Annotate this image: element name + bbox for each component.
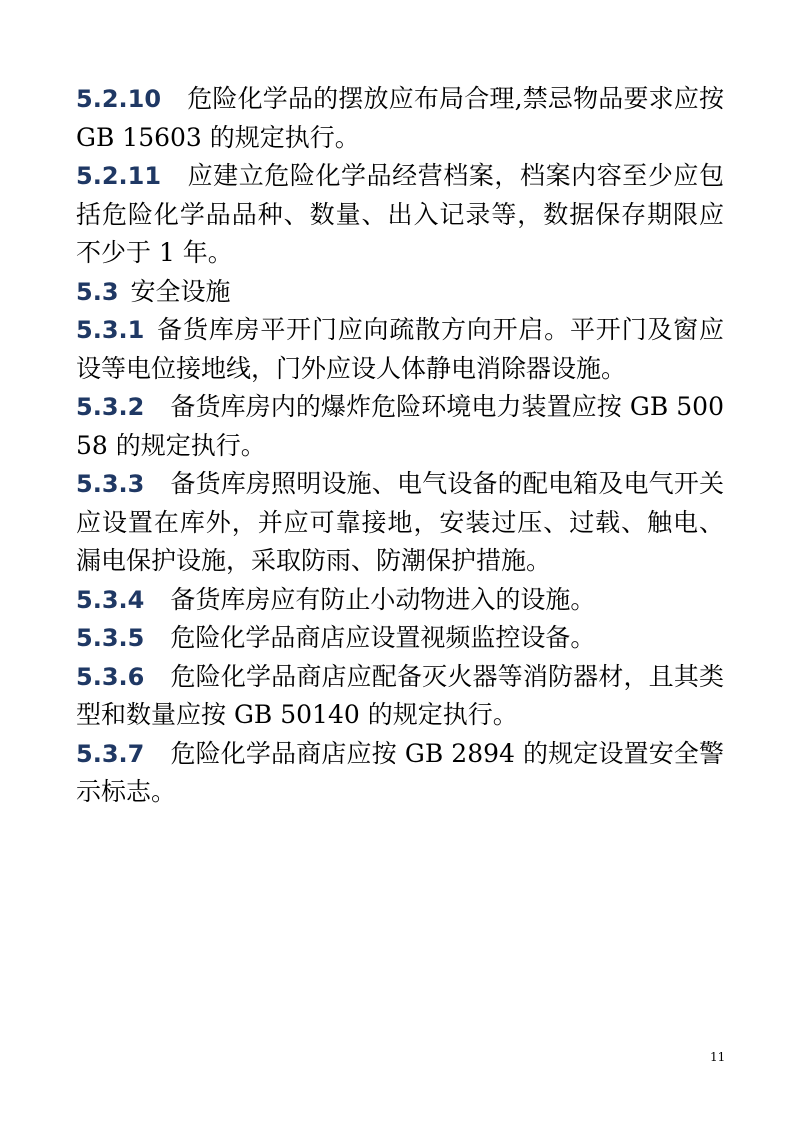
clause-text: 危险化学品商店应配备灭火器等消防器材，且其类型和数量应按 GB 50140 的规定执行。 — [76, 661, 724, 729]
clause-5-2-10 — [76, 80, 724, 157]
clause-text: 应建立危险化学品经营档案，档案内容至少应包括危险化学品品种、数量、出入记录等，数据保存期限应不少于 1 年。 — [76, 161, 724, 267]
clause-number: 5.3.2 — [76, 393, 145, 421]
page-number: 11 — [710, 1050, 726, 1064]
clause-number: 5.3.3 — [76, 470, 145, 498]
clause-text: 危险化学品的摆放应布局合理,禁忌物品要求应按 GB 15603 的规定执行。 — [76, 84, 724, 152]
clause-text: 备货库房内的爆炸危险环境电力装置应按 GB 50058 的规定执行。 — [76, 392, 724, 460]
clause-text: 备货库房照明设施、电气设备的配电箱及电气开关应设置在库外，并应可靠接地，安装过压、过载、触电、漏电保护设施，采取防雨、防潮保护措施。 — [76, 469, 724, 575]
clause-5-3-2 — [76, 388, 724, 465]
clause-text: 备货库房平开门应向疏散方向开启。平开门及窗应设等电位接地线，门外应设人体静电消除器设施。 — [76, 315, 724, 383]
clause-5-3-5 — [76, 619, 724, 658]
section-number: 5.3 — [76, 277, 119, 306]
clause-number: 5.3.4 — [76, 585, 145, 614]
clause-5-3-3 — [76, 465, 724, 581]
clause-number: 5.3.1 — [76, 316, 145, 344]
clause-text: 危险化学品商店应按 GB 2894 的规定设置安全警示标志。 — [76, 738, 724, 806]
clause-5-3-1 — [76, 311, 724, 388]
document-page — [76, 80, 724, 812]
clause-number: 5.3.5 — [76, 624, 145, 652]
clause-number: 5.2.11 — [76, 162, 162, 190]
clause-5-3-7 — [76, 735, 724, 812]
section-title: 安全设施 — [130, 276, 231, 306]
section-heading-5-3 — [76, 273, 724, 312]
clause-5-2-11 — [76, 157, 724, 273]
clause-5-3-6 — [76, 658, 724, 735]
clause-number: 5.3.6 — [76, 662, 145, 691]
clause-number: 5.3.7 — [76, 739, 145, 768]
clause-number: 5.2.10 — [76, 85, 162, 113]
clause-5-3-4 — [76, 581, 724, 620]
clause-text: 备货库房应有防止小动物进入的设施。 — [170, 584, 596, 614]
clause-text: 危险化学品商店应设置视频监控设备。 — [170, 623, 596, 652]
